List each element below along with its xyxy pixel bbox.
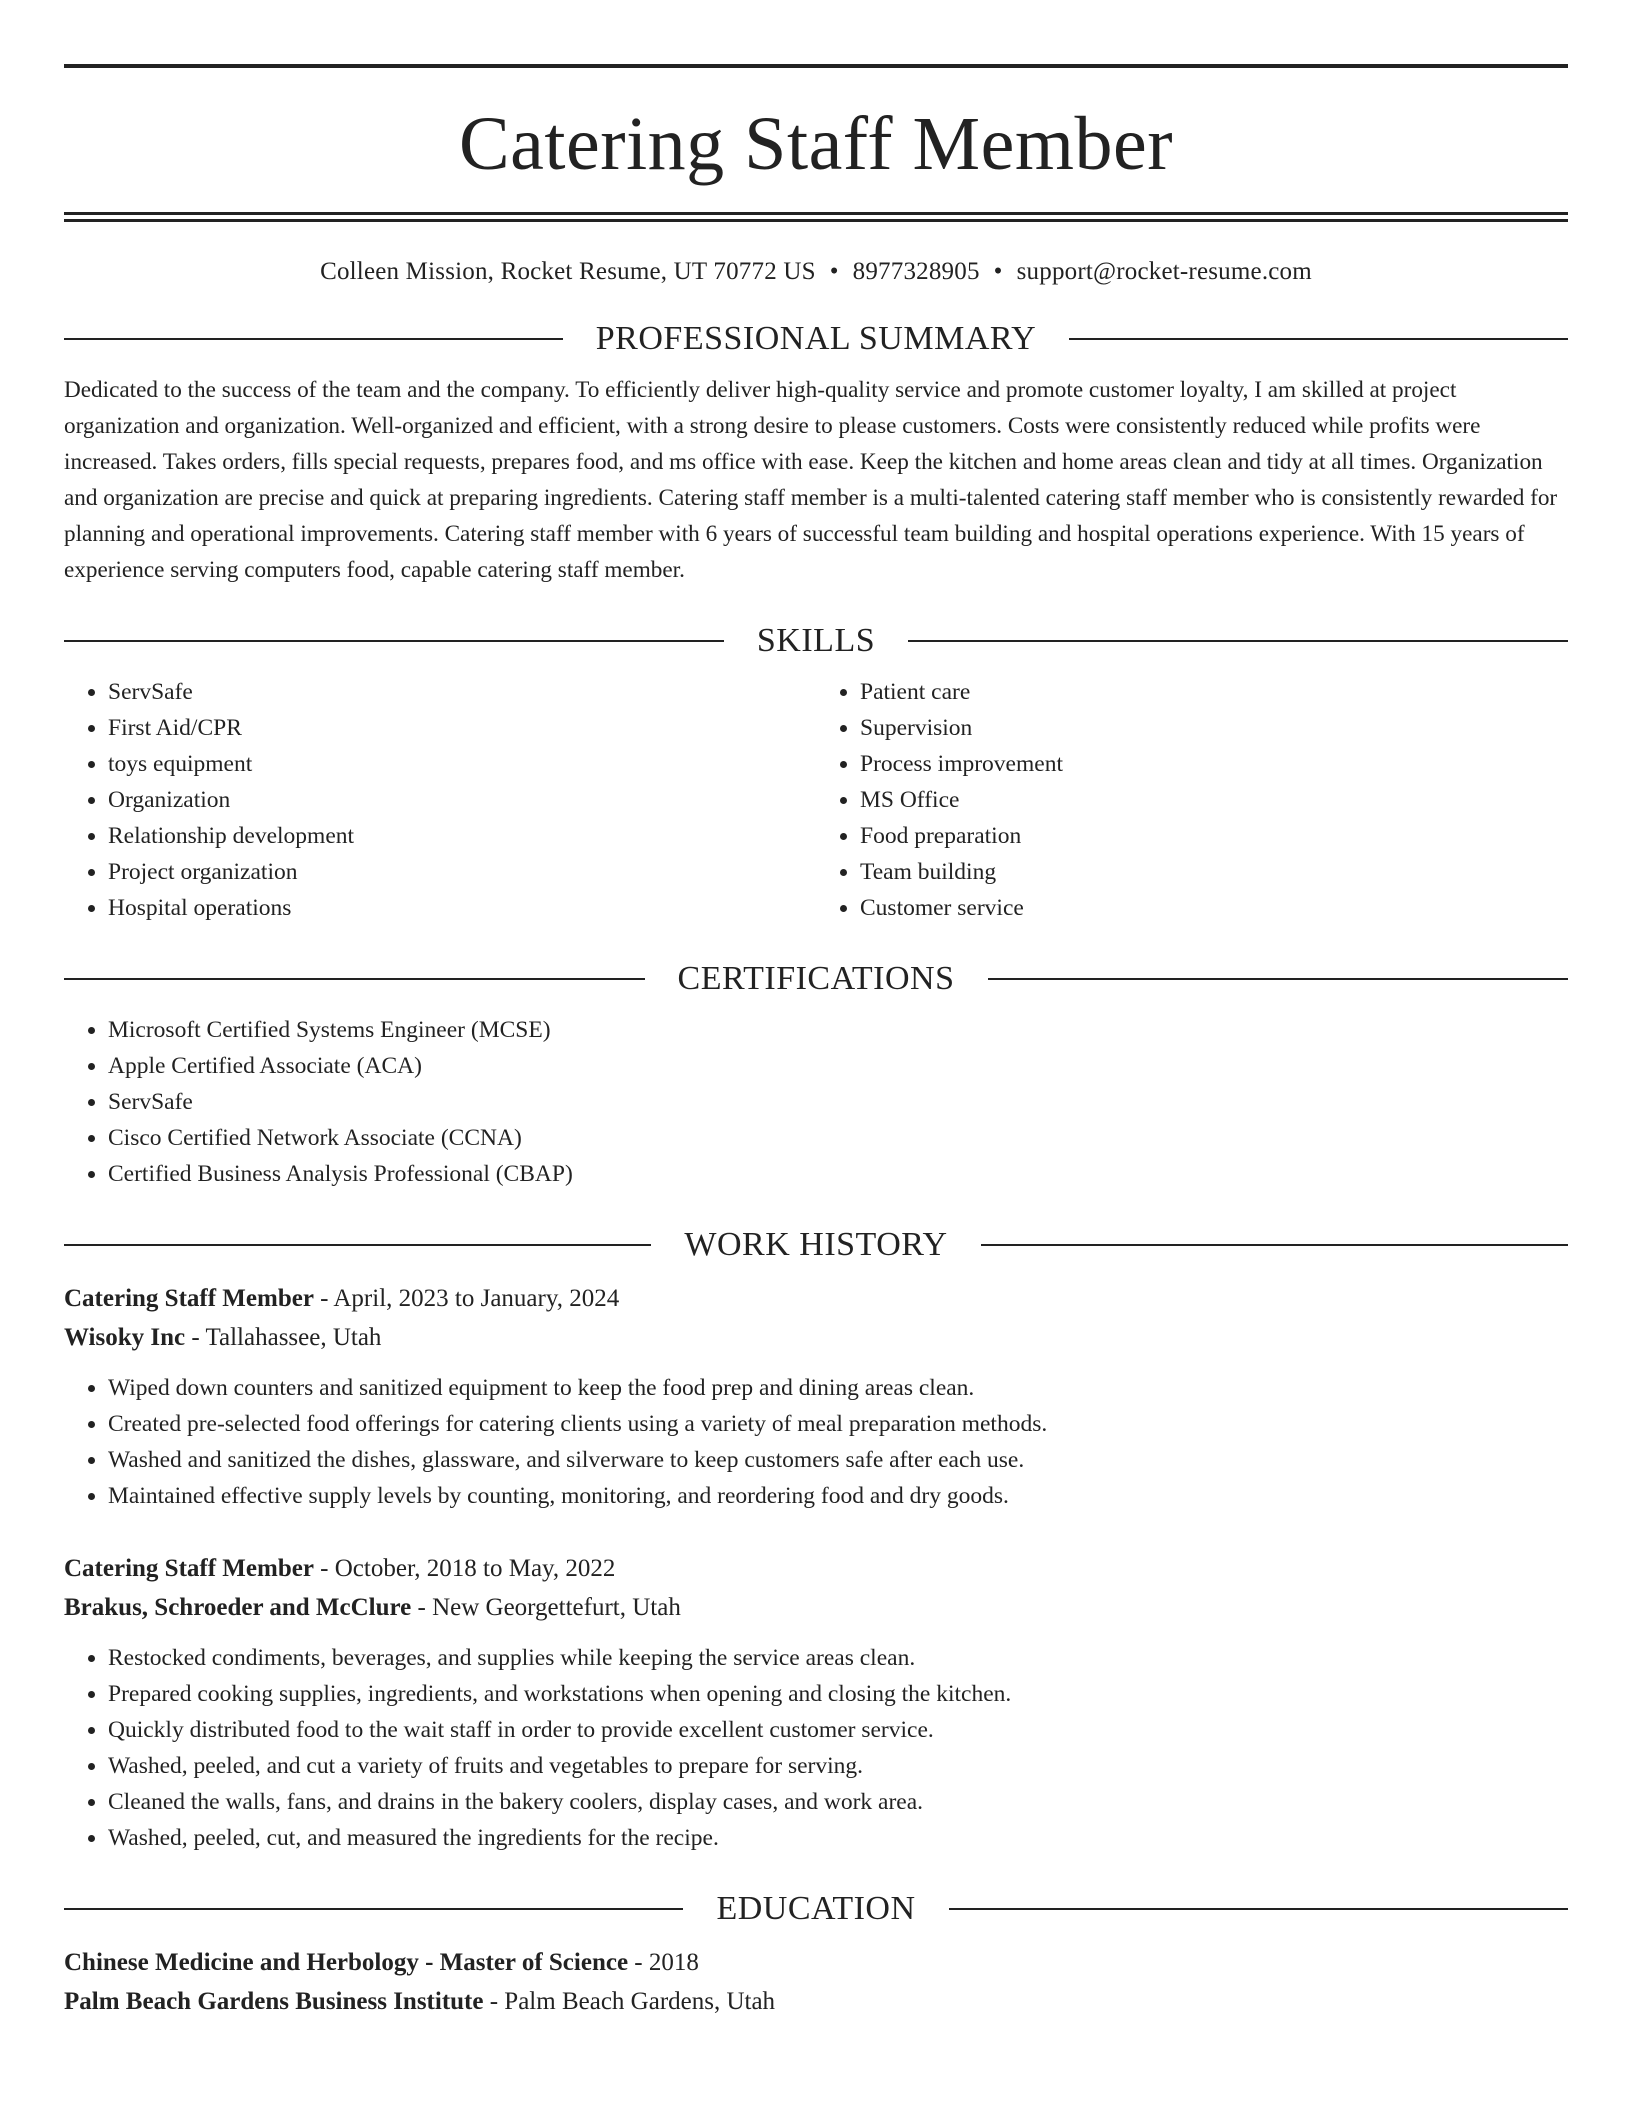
job-dates: - April, 2023 to January, 2024 [313,1285,620,1312]
job-title-line [64,1280,1568,1318]
job-duty: • Created pre-selected food offerings for catering clients using a variety of meal preparation methods. [108,1406,1568,1442]
contact-address: Colleen Mission, Rocket Resume, UT 70772 US [320,258,816,285]
job-location: - New Georgettefurt, Utah [411,1594,681,1621]
job-duty: • Cleaned the walls, fans, and drains in the bakery coolers, display cases, and work area. [108,1784,1568,1820]
heading-rule-left [64,338,563,340]
work-history-heading-label: WORK HISTORY [684,1226,948,1263]
education-heading [64,1892,1568,1926]
skill-item: • MS Office [860,782,1568,818]
job-entry [64,1280,1568,1514]
skills-right-list [816,674,1568,926]
skill-item: • Hospital operations [108,890,816,926]
job-duty: • Washed, peeled, cut, and measured the ingredients for the recipe. [108,1820,1568,1856]
education-school: Palm Beach Gardens Business Institute [64,1988,484,2015]
skills-heading-label: SKILLS [756,622,876,659]
contact-separator: • [829,258,839,285]
job-duty: • Maintained effective supply levels by counting, monitoring, and reordering food and dry goods. [108,1478,1568,1514]
contact-line [64,258,1568,286]
resume-title: Catering Staff Member [458,102,1174,186]
contact-email[interactable]: support@rocket-resume.com [1016,258,1312,285]
skills-heading [64,624,1568,658]
job-entry [64,1550,1568,1856]
heading-rule-right [981,1244,1568,1246]
heading-rule-right [949,1908,1568,1910]
job-company-line [64,1318,1568,1358]
skill-item: • Patient care [860,674,1568,710]
certification-item: • Microsoft Certified Systems Engineer (MCSE) [108,1012,1568,1048]
certification-item: • Cisco Certified Network Associate (CCNA) [108,1120,1568,1156]
skill-item: • Project organization [108,854,816,890]
certifications-heading-label: CERTIFICATIONS [677,960,955,997]
job-dates: - October, 2018 to May, 2022 [313,1555,616,1582]
job-company: Wisoky Inc [64,1324,186,1351]
education-year: - 2018 [628,1949,699,1976]
skill-item: • Customer service [860,890,1568,926]
education-heading-label: EDUCATION [716,1890,916,1927]
contact-phone[interactable]: 8977328905 [852,258,980,285]
job-duty: • Wiped down counters and sanitized equipment to keep the food prep and dining areas clean. [108,1370,1568,1406]
education-degree: Chinese Medicine and Herbology - Master of Science [64,1949,629,1976]
job-company: Brakus, Schroeder and McClure [64,1594,412,1621]
job-location: - Tallahassee, Utah [185,1324,382,1351]
education-school-line [64,1982,1568,2022]
certification-item: • Apple Certified Associate (ACA) [108,1048,1568,1084]
job-duty: • Restocked condiments, beverages, and supplies while keeping the service areas clean. [108,1640,1568,1676]
certification-item: • ServSafe [108,1084,1568,1120]
certification-item: • Certified Business Analysis Professional (CBAP) [108,1156,1568,1192]
job-title-line [64,1550,1568,1588]
job-duties-list [64,1370,1568,1514]
job-title: Catering Staff Member [64,1285,314,1312]
summary-heading [64,322,1568,356]
top-rule [64,64,1568,68]
skill-item: • toys equipment [108,746,816,782]
contact-separator: • [993,258,1003,285]
job-duty: • Quickly distributed food to the wait staff in order to provide excellent customer service. [108,1712,1568,1748]
education-location: - Palm Beach Gardens, Utah [483,1988,776,2015]
heading-rule-left [64,1244,651,1246]
skill-item: • First Aid/CPR [108,710,816,746]
title-double-rule [64,212,1568,222]
heading-rule-right [1069,338,1568,340]
summary-text: Dedicated to the success of the team and the company. To efficiently deliver high-quality service and promote customer loyalty, I am skilled at project organization and organization. Well-organized and efficient, with a strong desire to please customers. Costs were consistently reduced while profits were increased. Takes orders, fills special requests, prepares food, and ms office with ease. Keep the kitchen and home areas clean and tidy at all times. Organization and organization are precise and quick at preparing ingredients. Catering staff member is a multi-talented catering staff member who is consistently rewarded for planning and operational improvements. Catering staff member with 6 years of successful team building and hospital operations experience. With 15 years of experience serving computers food, capable catering staff member. [64,377,1558,583]
skill-item: • Relationship development [108,818,816,854]
heading-rule-left [64,1908,683,1910]
job-spacer [64,1514,1568,1550]
heading-rule-left [64,640,724,642]
job-duty: • Washed, peeled, and cut a variety of fruits and vegetables to prepare for serving. [108,1748,1568,1784]
skill-item: • Team building [860,854,1568,890]
education-degree-line [64,1944,1568,1982]
heading-rule-left [64,978,645,980]
job-duties-list [64,1640,1568,1856]
heading-rule-right [908,640,1568,642]
certifications-heading [64,962,1568,996]
skill-item: • Supervision [860,710,1568,746]
skills-columns [64,674,1568,926]
job-company-line [64,1588,1568,1628]
job-duty: • Prepared cooking supplies, ingredients, and workstations when opening and closing the kitchen. [108,1676,1568,1712]
certifications-list [64,1012,1568,1192]
work-history-heading [64,1228,1568,1262]
skill-item: • Food preparation [860,818,1568,854]
skill-item: • Organization [108,782,816,818]
job-title: Catering Staff Member [64,1555,314,1582]
heading-rule-right [988,978,1569,980]
summary-heading-label: PROFESSIONAL SUMMARY [595,320,1037,357]
skill-item: • Process improvement [860,746,1568,782]
skill-item: • ServSafe [108,674,816,710]
skills-left-list [64,674,816,926]
job-duty: • Washed and sanitized the dishes, glassware, and silverware to keep customers safe after each use. [108,1442,1568,1478]
